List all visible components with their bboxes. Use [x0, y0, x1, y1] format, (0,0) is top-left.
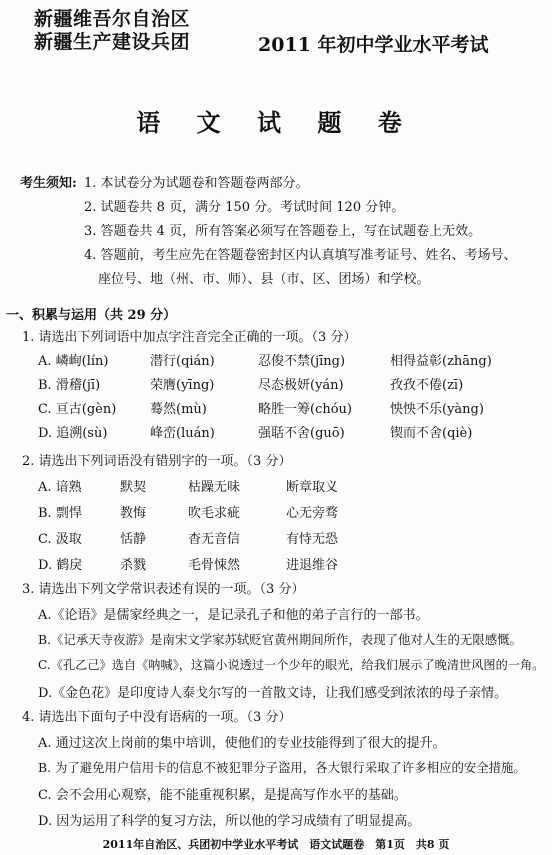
option-cell: D. 追溯(sù): [38, 426, 108, 441]
option-cell: 潜行(qián): [150, 354, 215, 369]
option-cell: 心无旁骛: [286, 506, 339, 521]
option-line: B.《记承天寺夜游》是南宋文学家苏轼贬官黄州期间所作，表现了他对人生的无限感慨。: [38, 632, 522, 647]
option-line: B. 为了避免用户信用卡的信息不被犯罪分子盗用，各大银行采取了许多相应的安全措施。: [38, 760, 526, 775]
option-cell: 毛骨悚然: [188, 558, 241, 573]
option-cell: 锲而不舍(qiè): [390, 426, 473, 441]
option-cell: 蓦然(mù): [150, 402, 207, 417]
option-cell: 荣膺(yīng): [150, 378, 215, 393]
option-cell: 吹毛求疵: [188, 506, 241, 521]
question-1-stem: 1. 请选出下列词语中加点字注音完全正确的一项。（3 分）: [22, 330, 357, 345]
option-cell: 枯躁无味: [188, 480, 241, 495]
option-cell: 进退维谷: [286, 558, 339, 573]
option-cell: 有恃无恐: [286, 532, 339, 547]
option-cell: 杀戮: [120, 558, 147, 573]
section-heading: 一、积累与运用（共 29 分）: [6, 308, 177, 323]
option-cell: 恬静: [120, 532, 147, 547]
option-cell: 强聒不舍(guō): [258, 426, 345, 441]
option-cell: C. 亘古(gèn): [38, 402, 117, 417]
option-line: D. 因为运用了科学的复习方法，所以他的学习成绩有了明显提高。: [38, 814, 421, 829]
option-cell: B. 剽悍: [38, 506, 82, 521]
option-cell: A. 嶙峋(lín): [38, 354, 109, 369]
option-cell: 孜孜不倦(zī): [390, 378, 464, 393]
option-cell: D. 鹤戾: [38, 558, 83, 573]
question-3-stem: 3. 请选出下列文学常识表述有误的一项。（3 分）: [22, 582, 305, 597]
option-cell: 默契: [120, 480, 147, 495]
notice-item: 4. 答题前，考生应先在答题卷密封区内认真填写准考证号、姓名、考场号、: [84, 248, 517, 263]
document-title: 语 文 试 题 卷: [136, 108, 416, 137]
option-cell: 忍俊不禁(jīng): [258, 354, 346, 369]
option-line: C. 会不会用心观察，能不能重视积累，是提高写作水平的基础。: [38, 788, 407, 803]
notice-item: 2. 试题卷共 8 页，满分 150 分。考试时间 120 分钟。: [84, 200, 405, 215]
option-cell: 怏怏不乐(yàng): [390, 402, 484, 417]
notice-item: 3. 答题卷共 4 页，所有答案必须写在答题卷上，写在试题卷上无效。: [84, 224, 482, 239]
question-4-stem: 4. 请选出下面句子中没有语病的一项。（3 分）: [22, 710, 292, 725]
option-cell: 杳无音信: [188, 532, 241, 547]
option-cell: A. 谙熟: [38, 480, 82, 495]
notice-label: 考生须知:: [20, 176, 77, 191]
region-line-1: 新疆维吾尔自治区: [34, 8, 191, 30]
option-line: C.《孔乙己》选自《呐喊》，这篇小说透过一个少年的眼光，给我们展示了晚清世风图的一角。: [38, 658, 545, 672]
option-cell: C. 汲取: [38, 532, 82, 547]
exam-title: 2011 年初中学业水平考试: [258, 34, 489, 56]
notice-item: 1. 本试卷分为试题卷和答题卷两部分。: [84, 176, 309, 191]
option-cell: 教悔: [120, 506, 147, 521]
option-cell: 略胜一筹(chóu): [258, 402, 352, 417]
option-line: A. 通过这次上岗前的集中培训，使他们的专业技能得到了很大的提升。: [38, 736, 446, 751]
option-cell: 尽态极妍(yán): [258, 378, 344, 393]
option-cell: 相得益彰(zhāng): [390, 354, 492, 369]
option-cell: 峰峦(luán): [150, 426, 215, 441]
region-name: [34, 8, 190, 54]
region-line-2: 新疆生产建设兵团: [34, 31, 191, 53]
option-cell: 断章取义: [286, 480, 339, 495]
page-footer: 2011年自治区、兵团初中学业水平考试 语文试题卷 第1页 共8 页: [102, 838, 450, 851]
option-cell: B. 滑稽(jī): [38, 378, 101, 393]
option-line: A.《论语》是儒家经典之一，是记录孔子和他的弟子言行的一部书。: [38, 608, 429, 623]
question-2-stem: 2. 请选出下列词语没有错别字的一项。（3 分）: [22, 454, 292, 469]
option-line: D.《金色花》是印度诗人泰戈尔写的一首散文诗，让我们感受到浓浓的母子亲情。: [38, 686, 508, 701]
notice-item: 座位号、地（州、市、师）、县（市、区、团场）和学校。: [98, 272, 430, 287]
